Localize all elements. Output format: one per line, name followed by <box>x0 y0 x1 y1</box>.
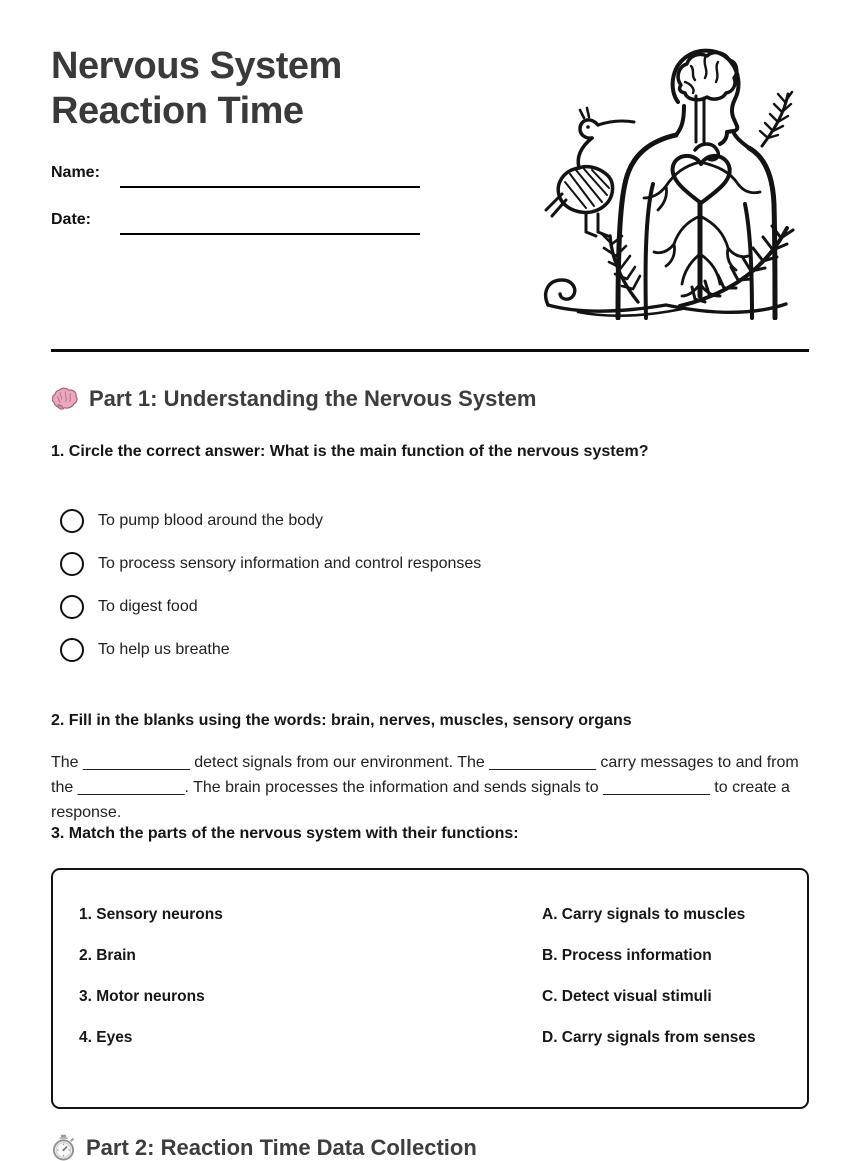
part2-heading <box>51 1134 477 1161</box>
option-label: To pump blood around the body <box>98 512 324 529</box>
brain-icon <box>51 387 79 411</box>
name-input-line[interactable] <box>120 186 420 188</box>
question1-prompt: 1. Circle the correct answer: What is the main function of the nervous system? <box>51 443 649 460</box>
question1-options <box>60 509 481 681</box>
option-row <box>60 638 481 662</box>
match-right-item: C. Detect visual stimuli <box>542 988 712 1005</box>
option-row <box>60 595 481 619</box>
option-label: To process sensory information and control responses <box>98 555 482 572</box>
stopwatch-icon <box>51 1134 76 1161</box>
match-left-item: 3. Motor neurons <box>79 988 205 1005</box>
match-left-item: 1. Sensory neurons <box>79 906 223 923</box>
matching-box <box>51 868 809 1109</box>
name-label: Name: <box>51 164 100 181</box>
part2-heading-label: Part 2: Reaction Time Data Collection <box>86 1134 477 1160</box>
section-divider <box>51 349 809 352</box>
option-label: To digest food <box>98 598 198 615</box>
part1-heading-label: Part 1: Understanding the Nervous System <box>89 386 537 411</box>
match-right-item: D. Carry signals from senses <box>542 1029 756 1046</box>
page-title-line2: Reaction Time <box>51 90 304 132</box>
radio-circle[interactable] <box>60 595 84 619</box>
option-row <box>60 552 481 576</box>
question2-prompt: 2. Fill in the blanks using the words: brain, nerves, muscles, sensory organs <box>51 712 632 729</box>
match-right-item: B. Process information <box>542 947 712 964</box>
fill-in-blanks-paragraph: The ____________ detect signals from our environment. The ____________ carry messages to and from the ____________. The brain processes the information and sends signals to ____________ to create a response. <box>51 754 799 821</box>
part1-heading <box>51 386 536 412</box>
option-row <box>60 509 481 533</box>
human-figure-art <box>534 42 806 320</box>
radio-circle[interactable] <box>60 509 84 533</box>
question3-prompt: 3. Match the parts of the nervous system with their functions: <box>51 825 519 842</box>
match-left-item: 2. Brain <box>79 947 136 964</box>
nervous-system-illustration <box>534 42 806 320</box>
date-label: Date: <box>51 211 92 228</box>
date-input-line[interactable] <box>120 233 420 235</box>
radio-circle[interactable] <box>60 638 84 662</box>
page-title-line1: Nervous System <box>51 45 342 87</box>
page-title <box>51 44 342 134</box>
radio-circle[interactable] <box>60 552 84 576</box>
option-label: To help us breathe <box>98 641 230 658</box>
match-left-item: 4. Eyes <box>79 1029 133 1046</box>
match-right-item: A. Carry signals to muscles <box>542 906 746 923</box>
